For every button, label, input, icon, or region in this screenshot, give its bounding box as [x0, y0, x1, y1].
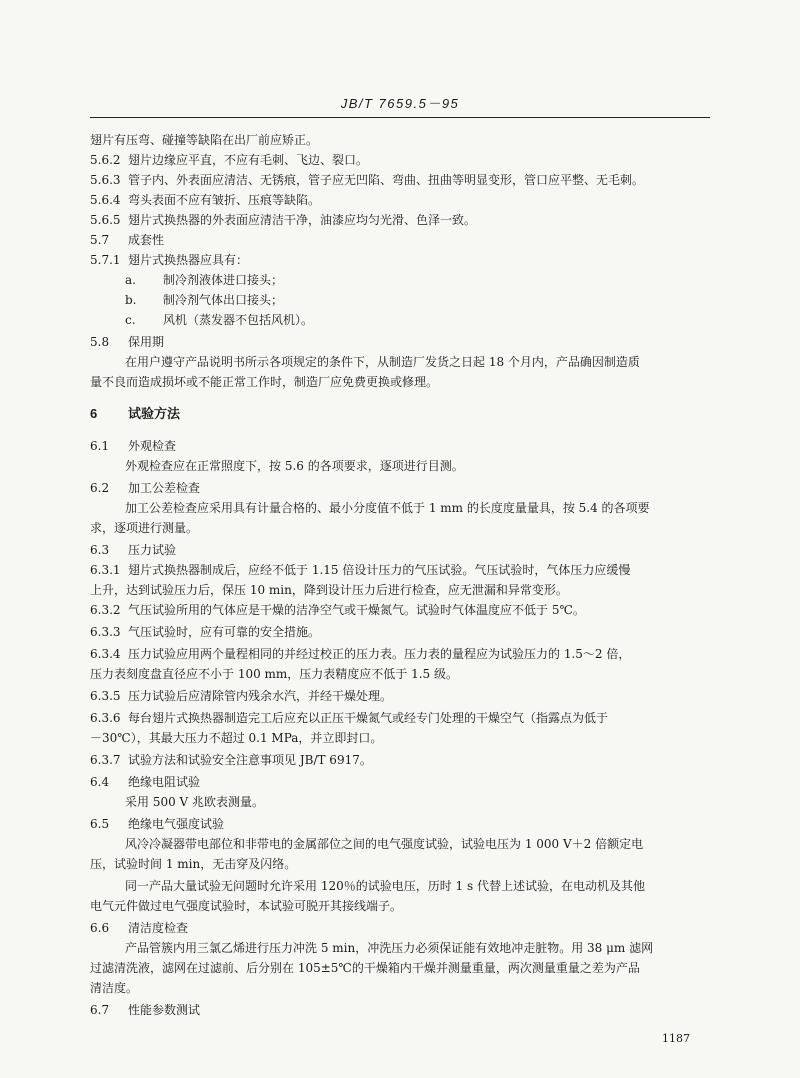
clause-line — [90, 542, 176, 558]
header-rule — [90, 117, 710, 118]
clause-line — [90, 816, 224, 832]
text-line — [125, 794, 264, 810]
clause-text: 气压试验时，应有可靠的安全措施。 — [128, 625, 321, 639]
clause-text: 性能参数测试 — [128, 1003, 201, 1017]
clause-text: 清洁度。 — [90, 981, 139, 995]
clause-line — [90, 438, 176, 454]
clause-line — [90, 192, 320, 208]
clause-text: 翅片有压弯、碰撞等缺陷在出厂前应矫正。 — [90, 133, 319, 147]
text-line — [90, 582, 568, 598]
clause-number: 5.8 — [90, 335, 110, 349]
clause-line — [90, 334, 164, 350]
clause-number: 5.6.2 — [90, 153, 121, 167]
clause-number: 6 — [90, 406, 98, 421]
clause-number: 6.7 — [90, 1003, 110, 1017]
text-line — [125, 836, 643, 852]
clause-text: 试验方法和试验安全注意事项见 JB/T 6917。 — [128, 753, 372, 767]
text-line — [125, 354, 640, 370]
clause-number: 6.3.1 — [90, 563, 121, 577]
clause-text: 翅片式换热器应具有： — [128, 253, 249, 267]
clause-number: 5.6.4 — [90, 193, 121, 207]
clause-line — [90, 920, 188, 936]
clause-line — [90, 1002, 200, 1018]
clause-text: 产品管簇内用三氯乙烯进行压力冲洗 5 min，冲洗压力必须保证能有效地冲走脏物。用 38 μm 滤网 — [125, 941, 654, 955]
clause-number: 5.7 — [90, 233, 110, 247]
clause-number: 6.3.5 — [90, 689, 121, 703]
clause-text: 翅片边缘应平直，不应有毛刺、飞边、裂口。 — [128, 153, 369, 167]
clause-number: 6.3.4 — [90, 647, 121, 661]
clause-text: 上升，达到试验压力后，保压 10 min，降到设计压力后进行检查，应无泄漏和异常变形。 — [90, 583, 568, 597]
text-line — [90, 374, 438, 390]
clause-line — [90, 688, 392, 704]
clause-text: 气压试验所用的气体应是干燥的洁净空气或干燥氮气。试验时气体温度应不低于 5℃。 — [128, 603, 585, 617]
clause-text: 压力表刻度盘直径应不小于 100 mm，压力表精度应不低于 1.5 级。 — [90, 667, 459, 681]
clause-number: b. — [125, 293, 137, 307]
clause-number: a. — [125, 273, 136, 287]
text-line — [90, 960, 640, 976]
text-line — [90, 132, 318, 148]
text-line — [90, 898, 402, 914]
clause-text: 过滤清洗液，滤网在过滤前、后分别在 105±5℃的干燥箱内干燥并测量重量，两次测量重量之差为产品 — [90, 961, 640, 975]
clause-text: 试验方法 — [128, 406, 181, 421]
clause-line — [90, 232, 164, 248]
clause-line — [90, 252, 248, 268]
clause-text: 保用期 — [128, 335, 165, 349]
clause-line — [90, 602, 585, 618]
clause-line — [90, 774, 200, 790]
clause-text: 压力试验后应清除管内残余水汽，并经干燥处理。 — [128, 689, 393, 703]
clause-number: 6.6 — [90, 921, 110, 935]
clause-text: 加工公差检查应采用具有计量合格的、最小分度值不低于 1 mm 的长度度量量具，按 5.4 的各项要 — [125, 501, 650, 515]
clause-text: 风机（蒸发器不包括风机）。 — [163, 313, 314, 327]
clause-text: 管子内、外表面应清洁、无锈痕，管子应无凹陷、弯曲、扭曲等明显变形，管口应平整、无毛刺。 — [128, 173, 645, 187]
text-line — [125, 940, 653, 956]
clause-text: 电气元件做过电气强度试验时，本试验可脱开其接线端子。 — [90, 899, 403, 913]
text-line — [90, 666, 458, 682]
page-number: 1187 — [662, 1032, 690, 1045]
clause-number: 6.2 — [90, 481, 110, 495]
text-line — [90, 856, 296, 872]
clause-number: 6.3.6 — [90, 711, 121, 725]
standard-header: JB/T 7659.5－95 — [340, 96, 460, 111]
clause-number: 5.7.1 — [90, 253, 121, 267]
clause-line — [90, 172, 644, 188]
clause-text: 翅片式换热器制成后，应经不低于 1.15 倍设计压力的气压试验。气压试验时，气体压力应缓慢 — [128, 563, 631, 577]
clause-number: c. — [125, 313, 136, 327]
clause-text: 绝缘电气强度试验 — [128, 817, 225, 831]
clause-line — [90, 710, 608, 726]
text-line — [125, 458, 464, 474]
clause-line — [90, 646, 630, 662]
clause-text: 绝缘电阻试验 — [128, 775, 201, 789]
clause-number: 6.5 — [90, 817, 110, 831]
clause-number: 6.4 — [90, 775, 110, 789]
text-line — [125, 500, 650, 516]
clause-text: 弯头表面不应有皱折、压痕等缺陷。 — [128, 193, 321, 207]
clause-line — [90, 406, 180, 422]
clause-text: 翅片式换热器的外表面应清洁干净，油漆应均匀光滑、色泽一致。 — [128, 213, 477, 227]
clause-text: 压，试验时间 1 min，无击穿及闪络。 — [90, 857, 297, 871]
text-line — [125, 878, 645, 894]
clause-line — [90, 480, 200, 496]
clause-line — [125, 272, 283, 288]
clause-text: 在用户遵守产品说明书所示各项规定的条件下，从制造厂发货之日起 18 个月内，产品确因制造质 — [125, 355, 640, 369]
clause-number: 6.3 — [90, 543, 110, 557]
clause-text: 成套性 — [128, 233, 165, 247]
clause-number: 6.1 — [90, 439, 110, 453]
clause-text: 加工公差检查 — [128, 481, 201, 495]
clause-text: 外观检查应在正常照度下，按 5.6 的各项要求，逐项进行目测。 — [125, 459, 464, 473]
clause-text: 采用 500 V 兆欧表测量。 — [125, 795, 265, 809]
clause-number: 5.6.3 — [90, 173, 121, 187]
clause-line — [90, 152, 368, 168]
clause-text: 求，逐项进行测量。 — [90, 521, 199, 535]
text-line — [90, 980, 138, 996]
clause-line — [90, 212, 476, 228]
clause-text: －30℃），其最大压力不超过 0.1 MPa，并立即封口。 — [90, 731, 383, 745]
clause-text: 同一产品大量试验无问题时允许采用 120％的试验电压，历时 1 s 代替上述试验，在电动机及其他 — [125, 879, 645, 893]
clause-number: 6.3.3 — [90, 625, 121, 639]
clause-text: 压力试验应用两个量程相同的并经过校正的压力表。压力表的量程应为试验压力的 1.5～2 倍， — [128, 647, 631, 661]
clause-number: 5.6.5 — [90, 213, 121, 227]
clause-text: 量不良而造成损坏或不能正常工作时，制造厂应免费更换或修理。 — [90, 375, 439, 389]
clause-line — [125, 312, 313, 328]
clause-text: 外观检查 — [128, 439, 177, 453]
clause-text: 风冷冷凝器带电部位和非带电的金属部位之间的电气强度试验，试验电压为 1 000 V＋2 倍额定电 — [125, 837, 644, 851]
text-line — [90, 520, 198, 536]
clause-line — [90, 752, 372, 768]
clause-line — [125, 292, 283, 308]
clause-text: 清洁度检查 — [128, 921, 189, 935]
clause-text: 制冷剂液体进口接头； — [163, 273, 284, 287]
clause-number: 6.3.7 — [90, 753, 121, 767]
clause-text: 压力试验 — [128, 543, 177, 557]
clause-line — [90, 562, 630, 578]
clause-line — [90, 624, 320, 640]
clause-text: 每台翅片式换热器制造完工后应充以正压干燥氮气或经专门处理的干燥空气（指露点为低于 — [128, 711, 609, 725]
text-line — [90, 730, 382, 746]
clause-text: 制冷剂气体出口接头； — [163, 293, 284, 307]
clause-number: 6.3.2 — [90, 603, 121, 617]
